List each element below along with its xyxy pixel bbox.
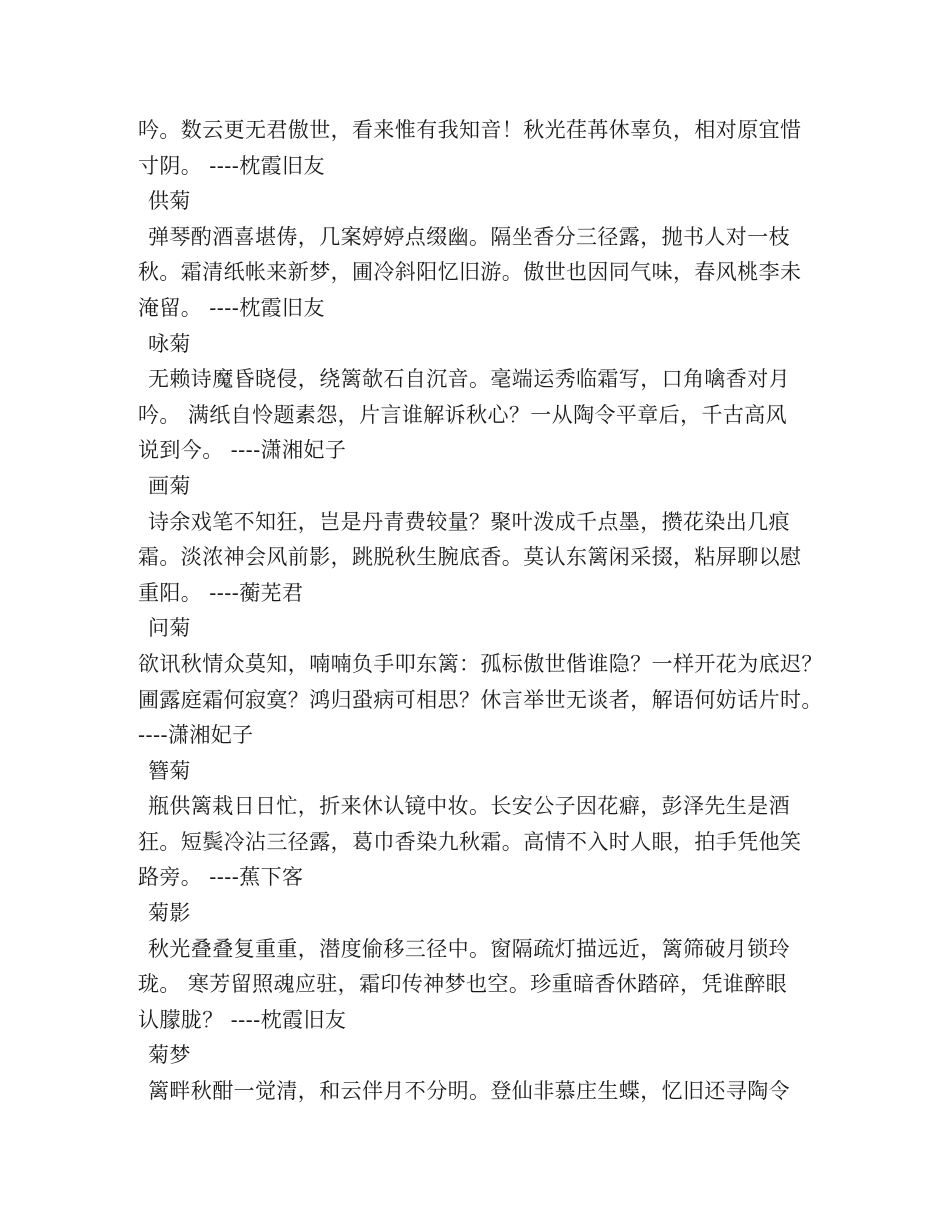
text-line: 无赖诗魔昏晓侵，绕篱欹石自沉音。毫端运秀临霜写，口角噙香对月 (148, 367, 790, 392)
text-line: 诗余戏笔不知狂，岂是丹青费较量？聚叶泼成千点墨，攒花染出几痕 (148, 509, 790, 534)
text-line: 寸阴。 ----枕霞旧友 (138, 153, 325, 178)
poem-title-juying: 菊影 (148, 901, 191, 926)
text-line: 秋。霜清纸帐来新梦，圃冷斜阳忆旧游。傲世也因同气味，春风桃李未 (138, 260, 802, 285)
text-line: 瓶供篱栽日日忙，折来休认镜中妆。长安公子因花癖，彭泽先生是酒 (148, 794, 790, 819)
text-line: 霜。淡浓神会风前影，跳脱秋生腕底香。莫认东篱闲采掇，粘屏聊以慰 (138, 545, 802, 570)
poem-title-yongju: 咏菊 (148, 331, 191, 356)
text-line: 吟。 满纸自怜题素怨，片言谁解诉秋心？一从陶令平章后，千古高风 (138, 402, 788, 427)
text-line: 认朦胧？ ----枕霞旧友 (138, 1007, 347, 1032)
document-page (138, 113, 828, 1110)
text-line: 圃露庭霜何寂寞？鸿归蛩病可相思？休言举世无谈者，解语何妨话片时。 (138, 687, 823, 712)
text-line: 吟。数云更无君傲世，看来惟有我知音！秋光荏苒休辜负，相对原宜惜 (138, 118, 802, 142)
poem-title-zanju: 簪菊 (148, 758, 191, 783)
text-line: 弹琴酌酒喜堪俦，几案婷婷点缀幽。隔坐香分三径露，抛书人对一枝 (148, 224, 790, 249)
poem-title-jumeng: 菊梦 (148, 1043, 191, 1068)
text-line: 狂。短鬓冷沾三径露，葛巾香染九秋霜。高情不入时人眼，拍手凭他笑 (138, 829, 802, 854)
text-line: 路旁。 ----蕉下客 (138, 865, 304, 890)
text-line: ----潇湘妃子 (138, 723, 254, 748)
text-line: 欲讯秋情众莫知，喃喃负手叩东篱：孤标傲世偕谁隐？一样开花为底迟？ (138, 651, 823, 676)
text-line: 说到今。 ----潇湘妃子 (138, 438, 347, 463)
poem-title-gongju: 供菊 (148, 189, 191, 214)
text-line: 淹留。 ----枕霞旧友 (138, 295, 325, 320)
text-line: 篱畔秋酣一觉清，和云伴月不分明。登仙非慕庄生蝶，忆旧还寻陶令 (148, 1079, 790, 1104)
text-line: 珑。 寒芳留照魂应驻，霜印传神梦也空。珍重暗香休踏碎，凭谁醉眼 (138, 972, 788, 997)
text-line: 重阳。 ----蘅芜君 (138, 580, 304, 605)
text-line: 秋光叠叠复重重，潜度偷移三径中。窗隔疏灯描远近，篱筛破月锁玲 (148, 936, 790, 961)
poem-title-wenju: 问菊 (148, 616, 191, 641)
poem-title-huaju: 画菊 (148, 473, 191, 498)
